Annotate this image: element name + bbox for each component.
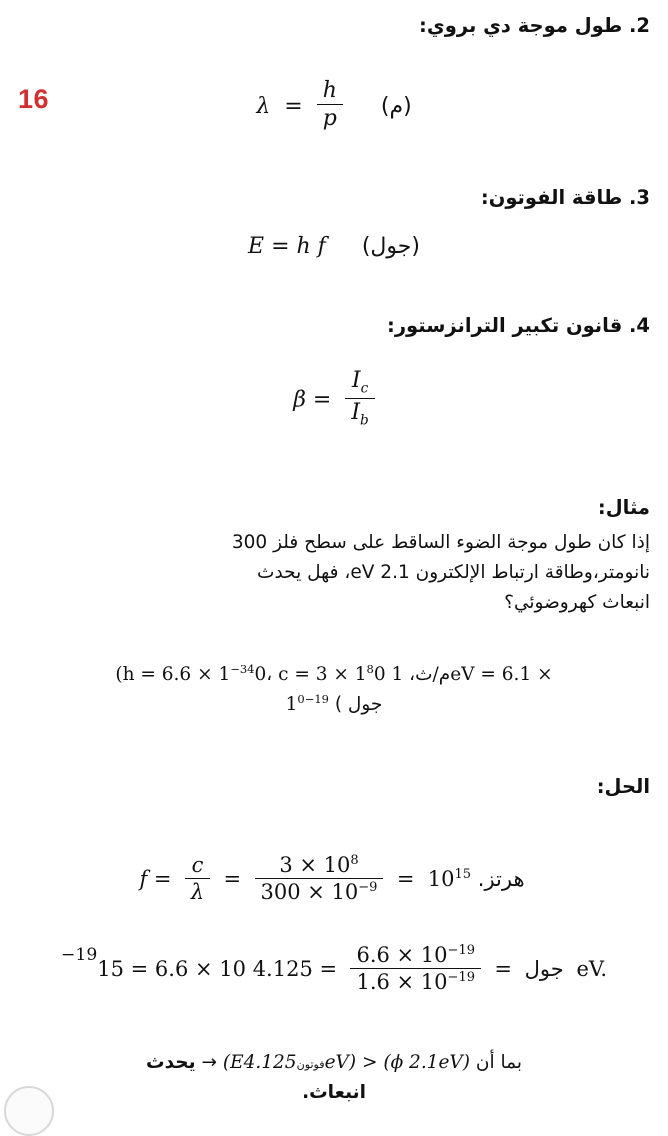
solution-title: الحل: — [596, 775, 650, 798]
solution-energy-equation: $^{-19}$15 = 6.6 × 10 جول = $\frac{6.6 \times 10^{-19}}{1.6 \times 10^{-19}}$ = 4.125 eV. — [60, 943, 608, 995]
section-title-debroglie: 2. طول موجة دي بروي: — [419, 14, 650, 37]
example-given-values — [18, 660, 650, 720]
example-line-1: إذا كان طول موجة الضوء الساقط على سطح فلز 300 — [231, 532, 650, 553]
formula-photon-energy: E = h f (جول) — [248, 234, 420, 259]
solution-frequency-equation: f = $\frac{c}{\lambda}$ = $\frac{3 \times 10^8}{300 \times 10^{-9}}$ = $10^{15}$ هرتز. — [139, 853, 525, 905]
conclusion-expression: (E فوتون4.125eV) > (ϕ 2.1eV) — [222, 1052, 471, 1073]
conclusion-result: يحدث — [146, 1052, 196, 1073]
example-line-3: انبعاث كهروضوئي؟ — [504, 591, 650, 613]
formula-debroglie-unit: (م) — [380, 93, 412, 119]
solution-conclusion-line2: انبعاث. — [302, 1082, 366, 1103]
given-line-1: ($h = 6.6 \times 1^{-34}0،$ $c = 3 \times 1^80$ م/ث، 1eV = 6.1 × — [115, 662, 553, 686]
formula-photon-unit: (جول) — [361, 234, 420, 259]
formula-transistor-gain: β = $\frac{I_c}{I_b}$ — [0, 370, 668, 431]
conclusion-arrow: → — [201, 1052, 217, 1073]
solution-conclusion — [18, 1048, 650, 1078]
example-body — [18, 528, 650, 618]
conclusion-prefix: بما أن — [475, 1052, 522, 1073]
section-title-photon-energy: 3. طاقة الفوتون: — [480, 186, 650, 209]
example-title: مثال: — [597, 496, 650, 519]
page-number: 16 — [18, 84, 50, 114]
given-line-2: $1^{0-19}$ جول ) — [285, 691, 383, 715]
example-line-2: نانومتر،وطاقة ارتباط الإلكترون eV 2.1، فهل يحدث — [257, 561, 650, 583]
section-title-transistor-gain: 4. قانون تكبير الترانزستور: — [387, 314, 650, 337]
page-corner-artifact — [4, 1086, 54, 1136]
formula-debroglie: λ = $\frac{h}{p}$ (م) — [256, 78, 412, 132]
